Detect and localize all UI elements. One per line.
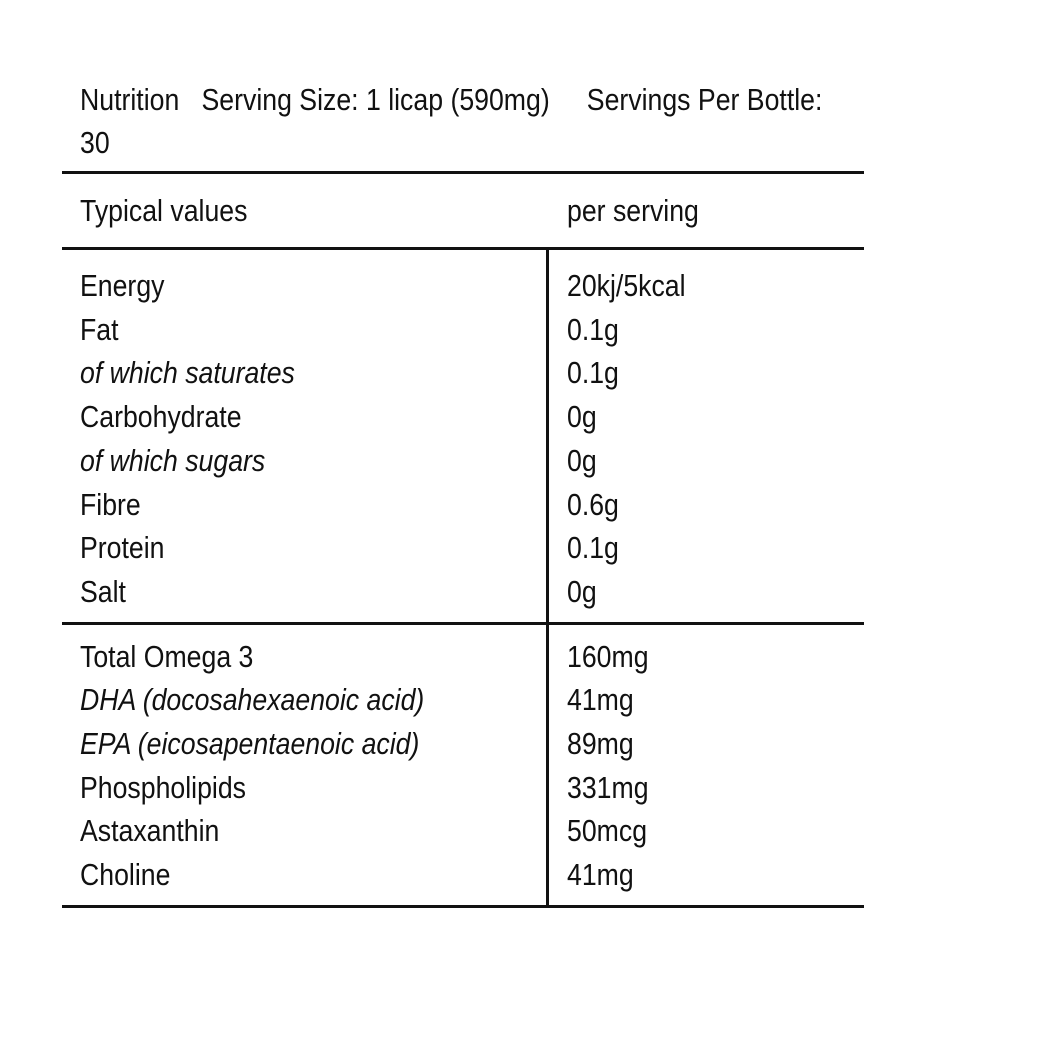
nutrient-value: 0g bbox=[567, 442, 598, 478]
nutrition-title: Nutrition bbox=[80, 82, 180, 117]
nutrient-label: Fibre bbox=[80, 486, 141, 522]
nutrient-value: 41mg bbox=[567, 682, 635, 718]
nutrient-value: 160mg bbox=[567, 638, 649, 674]
nutrient-value: 0.1g bbox=[567, 530, 620, 566]
nutrition-panel bbox=[62, 78, 864, 908]
omega-section bbox=[62, 625, 864, 905]
nutrient-value: 0g bbox=[567, 573, 598, 609]
nutrient-label: of which saturates bbox=[80, 355, 295, 391]
nutrient-label: EPA (eicosapentaenoic acid) bbox=[80, 726, 420, 762]
nutrient-label: of which sugars bbox=[80, 442, 266, 478]
nutrient-label: Phospholipids bbox=[80, 769, 247, 805]
nutrient-label: Carbohydrate bbox=[80, 399, 242, 435]
macros-section bbox=[62, 250, 864, 622]
nutrient-label: Astaxanthin bbox=[80, 813, 220, 849]
nutrient-value: 41mg bbox=[567, 857, 635, 893]
nutrient-value: 0g bbox=[567, 399, 598, 435]
serving-size: Serving Size: 1 licap (590mg) bbox=[201, 82, 550, 117]
nutrient-value: 89mg bbox=[567, 726, 635, 762]
nutrient-label: DHA (docosahexaenoic acid) bbox=[80, 682, 425, 718]
nutrient-value: 0.6g bbox=[567, 486, 620, 522]
nutrient-label: Choline bbox=[80, 857, 171, 893]
nutrient-label: Fat bbox=[80, 311, 119, 347]
nutrient-value: 0.1g bbox=[567, 311, 620, 347]
nutrient-value: 20kj/5kcal bbox=[567, 268, 686, 303]
per-serving-header: per serving bbox=[567, 192, 699, 228]
nutrient-value: 50mcg bbox=[567, 813, 648, 849]
nutrient-value: 0.1g bbox=[567, 355, 620, 391]
nutrient-value: 331mg bbox=[567, 769, 649, 805]
nutrient-label: Protein bbox=[80, 530, 165, 566]
servings-per-bottle: Servings Per Bottle: 30 bbox=[80, 82, 823, 160]
nutrient-label: Salt bbox=[80, 573, 126, 609]
column-header-row bbox=[62, 174, 864, 247]
bottom-rule bbox=[62, 905, 864, 908]
typical-values-header: Typical values bbox=[80, 192, 248, 228]
nutrient-label: Energy bbox=[80, 268, 165, 303]
serving-info bbox=[80, 78, 854, 164]
nutrient-label: Total Omega 3 bbox=[80, 638, 254, 674]
